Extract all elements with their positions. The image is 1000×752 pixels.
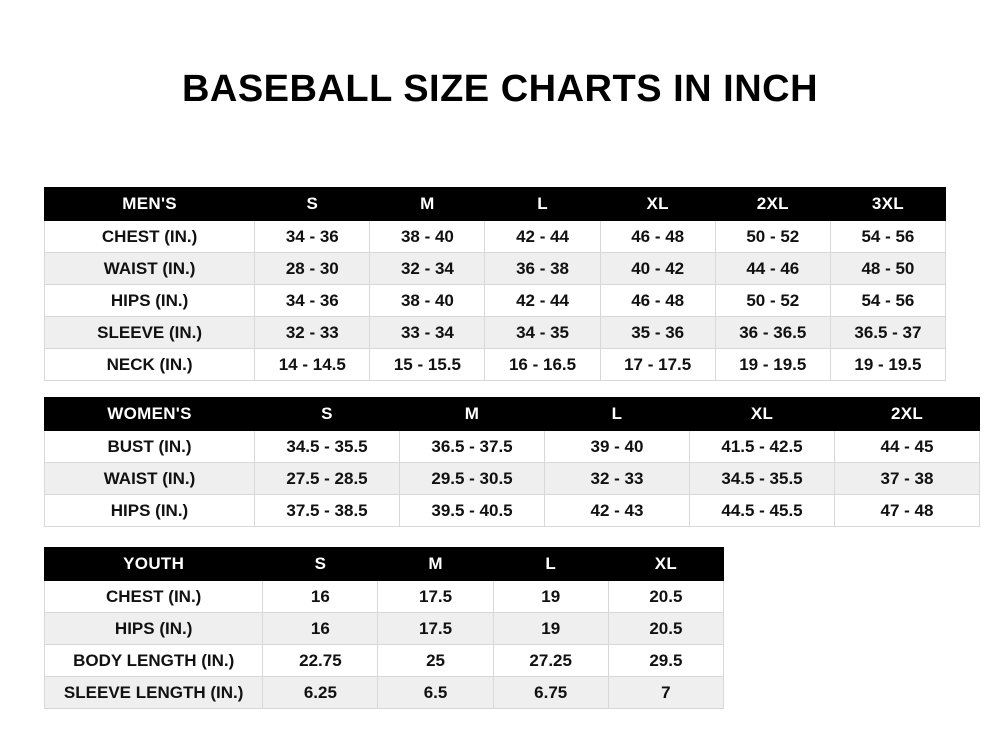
table-cell: 19 xyxy=(493,581,608,613)
table-row xyxy=(45,581,724,613)
womens-header-xl: XL xyxy=(690,398,835,431)
youth-table-header xyxy=(45,548,724,581)
table-cell: 34 - 36 xyxy=(255,285,370,317)
table-cell: 35 - 36 xyxy=(600,317,715,349)
table-header-row xyxy=(45,188,946,221)
row-label: CHEST (IN.) xyxy=(45,221,255,253)
mens-size-table xyxy=(44,187,946,381)
table-cell: 50 - 52 xyxy=(715,221,830,253)
table-cell: 54 - 56 xyxy=(830,221,945,253)
table-cell: 32 - 33 xyxy=(255,317,370,349)
table-row xyxy=(45,317,946,349)
table-cell: 38 - 40 xyxy=(370,285,485,317)
table-cell: 42 - 44 xyxy=(485,221,600,253)
mens-header-category: MEN'S xyxy=(45,188,255,221)
row-label: SLEEVE LENGTH (IN.) xyxy=(45,677,263,709)
table-row xyxy=(45,495,980,527)
table-cell: 46 - 48 xyxy=(600,285,715,317)
table-cell: 27.5 - 28.5 xyxy=(255,463,400,495)
row-label: HIPS (IN.) xyxy=(45,495,255,527)
table-row xyxy=(45,431,980,463)
table-cell: 44 - 45 xyxy=(835,431,980,463)
table-cell: 41.5 - 42.5 xyxy=(690,431,835,463)
table-cell: 54 - 56 xyxy=(830,285,945,317)
table-cell: 7 xyxy=(608,677,723,709)
table-cell: 27.25 xyxy=(493,645,608,677)
youth-header-xl: XL xyxy=(608,548,723,581)
table-cell: 40 - 42 xyxy=(600,253,715,285)
table-cell: 36 - 36.5 xyxy=(715,317,830,349)
table-cell: 36.5 - 37.5 xyxy=(400,431,545,463)
womens-header-l: L xyxy=(545,398,690,431)
table-cell: 37 - 38 xyxy=(835,463,980,495)
table-cell: 16 - 16.5 xyxy=(485,349,600,381)
womens-header-s: S xyxy=(255,398,400,431)
table-cell: 22.75 xyxy=(263,645,378,677)
table-cell: 15 - 15.5 xyxy=(370,349,485,381)
mens-header-s: S xyxy=(255,188,370,221)
table-cell: 48 - 50 xyxy=(830,253,945,285)
table-row xyxy=(45,221,946,253)
table-cell: 44.5 - 45.5 xyxy=(690,495,835,527)
table-cell: 34.5 - 35.5 xyxy=(255,431,400,463)
table-cell: 46 - 48 xyxy=(600,221,715,253)
mens-header-3xl: 3XL xyxy=(830,188,945,221)
youth-header-s: S xyxy=(263,548,378,581)
table-cell: 37.5 - 38.5 xyxy=(255,495,400,527)
womens-size-table xyxy=(44,397,980,527)
womens-table-body xyxy=(45,431,980,527)
mens-table-header xyxy=(45,188,946,221)
mens-header-xl: XL xyxy=(600,188,715,221)
row-label: BODY LENGTH (IN.) xyxy=(45,645,263,677)
table-cell: 25 xyxy=(378,645,493,677)
mens-size-chart xyxy=(44,187,946,381)
table-header-row xyxy=(45,398,980,431)
womens-header-m: M xyxy=(400,398,545,431)
table-cell: 20.5 xyxy=(608,613,723,645)
womens-size-chart xyxy=(44,397,934,527)
table-row xyxy=(45,253,946,285)
row-label: HIPS (IN.) xyxy=(45,285,255,317)
womens-table-header xyxy=(45,398,980,431)
mens-header-2xl: 2XL xyxy=(715,188,830,221)
table-cell: 19 - 19.5 xyxy=(715,349,830,381)
mens-table-body xyxy=(45,221,946,381)
row-label: WAIST (IN.) xyxy=(45,253,255,285)
table-cell: 50 - 52 xyxy=(715,285,830,317)
table-row xyxy=(45,285,946,317)
table-cell: 17.5 xyxy=(378,613,493,645)
table-cell: 29.5 - 30.5 xyxy=(400,463,545,495)
table-cell: 39.5 - 40.5 xyxy=(400,495,545,527)
table-cell: 39 - 40 xyxy=(545,431,690,463)
row-label: NECK (IN.) xyxy=(45,349,255,381)
row-label: WAIST (IN.) xyxy=(45,463,255,495)
table-cell: 42 - 43 xyxy=(545,495,690,527)
youth-size-chart xyxy=(44,547,724,709)
table-header-row xyxy=(45,548,724,581)
table-cell: 44 - 46 xyxy=(715,253,830,285)
youth-header-m: M xyxy=(378,548,493,581)
table-row xyxy=(45,463,980,495)
youth-table-body xyxy=(45,581,724,709)
table-cell: 17.5 xyxy=(378,581,493,613)
womens-header-category: WOMEN'S xyxy=(45,398,255,431)
table-cell: 6.25 xyxy=(263,677,378,709)
youth-header-l: L xyxy=(493,548,608,581)
table-cell: 19 - 19.5 xyxy=(830,349,945,381)
table-row xyxy=(45,349,946,381)
youth-header-category: YOUTH xyxy=(45,548,263,581)
table-cell: 32 - 33 xyxy=(545,463,690,495)
womens-header-2xl: 2XL xyxy=(835,398,980,431)
table-cell: 17 - 17.5 xyxy=(600,349,715,381)
table-cell: 42 - 44 xyxy=(485,285,600,317)
table-cell: 38 - 40 xyxy=(370,221,485,253)
table-row xyxy=(45,613,724,645)
table-cell: 47 - 48 xyxy=(835,495,980,527)
table-cell: 16 xyxy=(263,613,378,645)
mens-header-l: L xyxy=(485,188,600,221)
table-row xyxy=(45,645,724,677)
table-cell: 14 - 14.5 xyxy=(255,349,370,381)
table-cell: 20.5 xyxy=(608,581,723,613)
table-cell: 29.5 xyxy=(608,645,723,677)
table-cell: 6.75 xyxy=(493,677,608,709)
table-cell: 28 - 30 xyxy=(255,253,370,285)
table-cell: 19 xyxy=(493,613,608,645)
table-cell: 34 - 36 xyxy=(255,221,370,253)
row-label: SLEEVE (IN.) xyxy=(45,317,255,349)
table-cell: 33 - 34 xyxy=(370,317,485,349)
row-label: HIPS (IN.) xyxy=(45,613,263,645)
row-label: CHEST (IN.) xyxy=(45,581,263,613)
table-cell: 16 xyxy=(263,581,378,613)
table-cell: 36 - 38 xyxy=(485,253,600,285)
table-cell: 32 - 34 xyxy=(370,253,485,285)
mens-header-m: M xyxy=(370,188,485,221)
table-cell: 6.5 xyxy=(378,677,493,709)
row-label: BUST (IN.) xyxy=(45,431,255,463)
youth-size-table xyxy=(44,547,724,709)
page-title: BASEBALL SIZE CHARTS IN INCH xyxy=(181,68,819,110)
table-row xyxy=(45,677,724,709)
table-cell: 34 - 35 xyxy=(485,317,600,349)
table-cell: 36.5 - 37 xyxy=(830,317,945,349)
table-cell: 34.5 - 35.5 xyxy=(690,463,835,495)
